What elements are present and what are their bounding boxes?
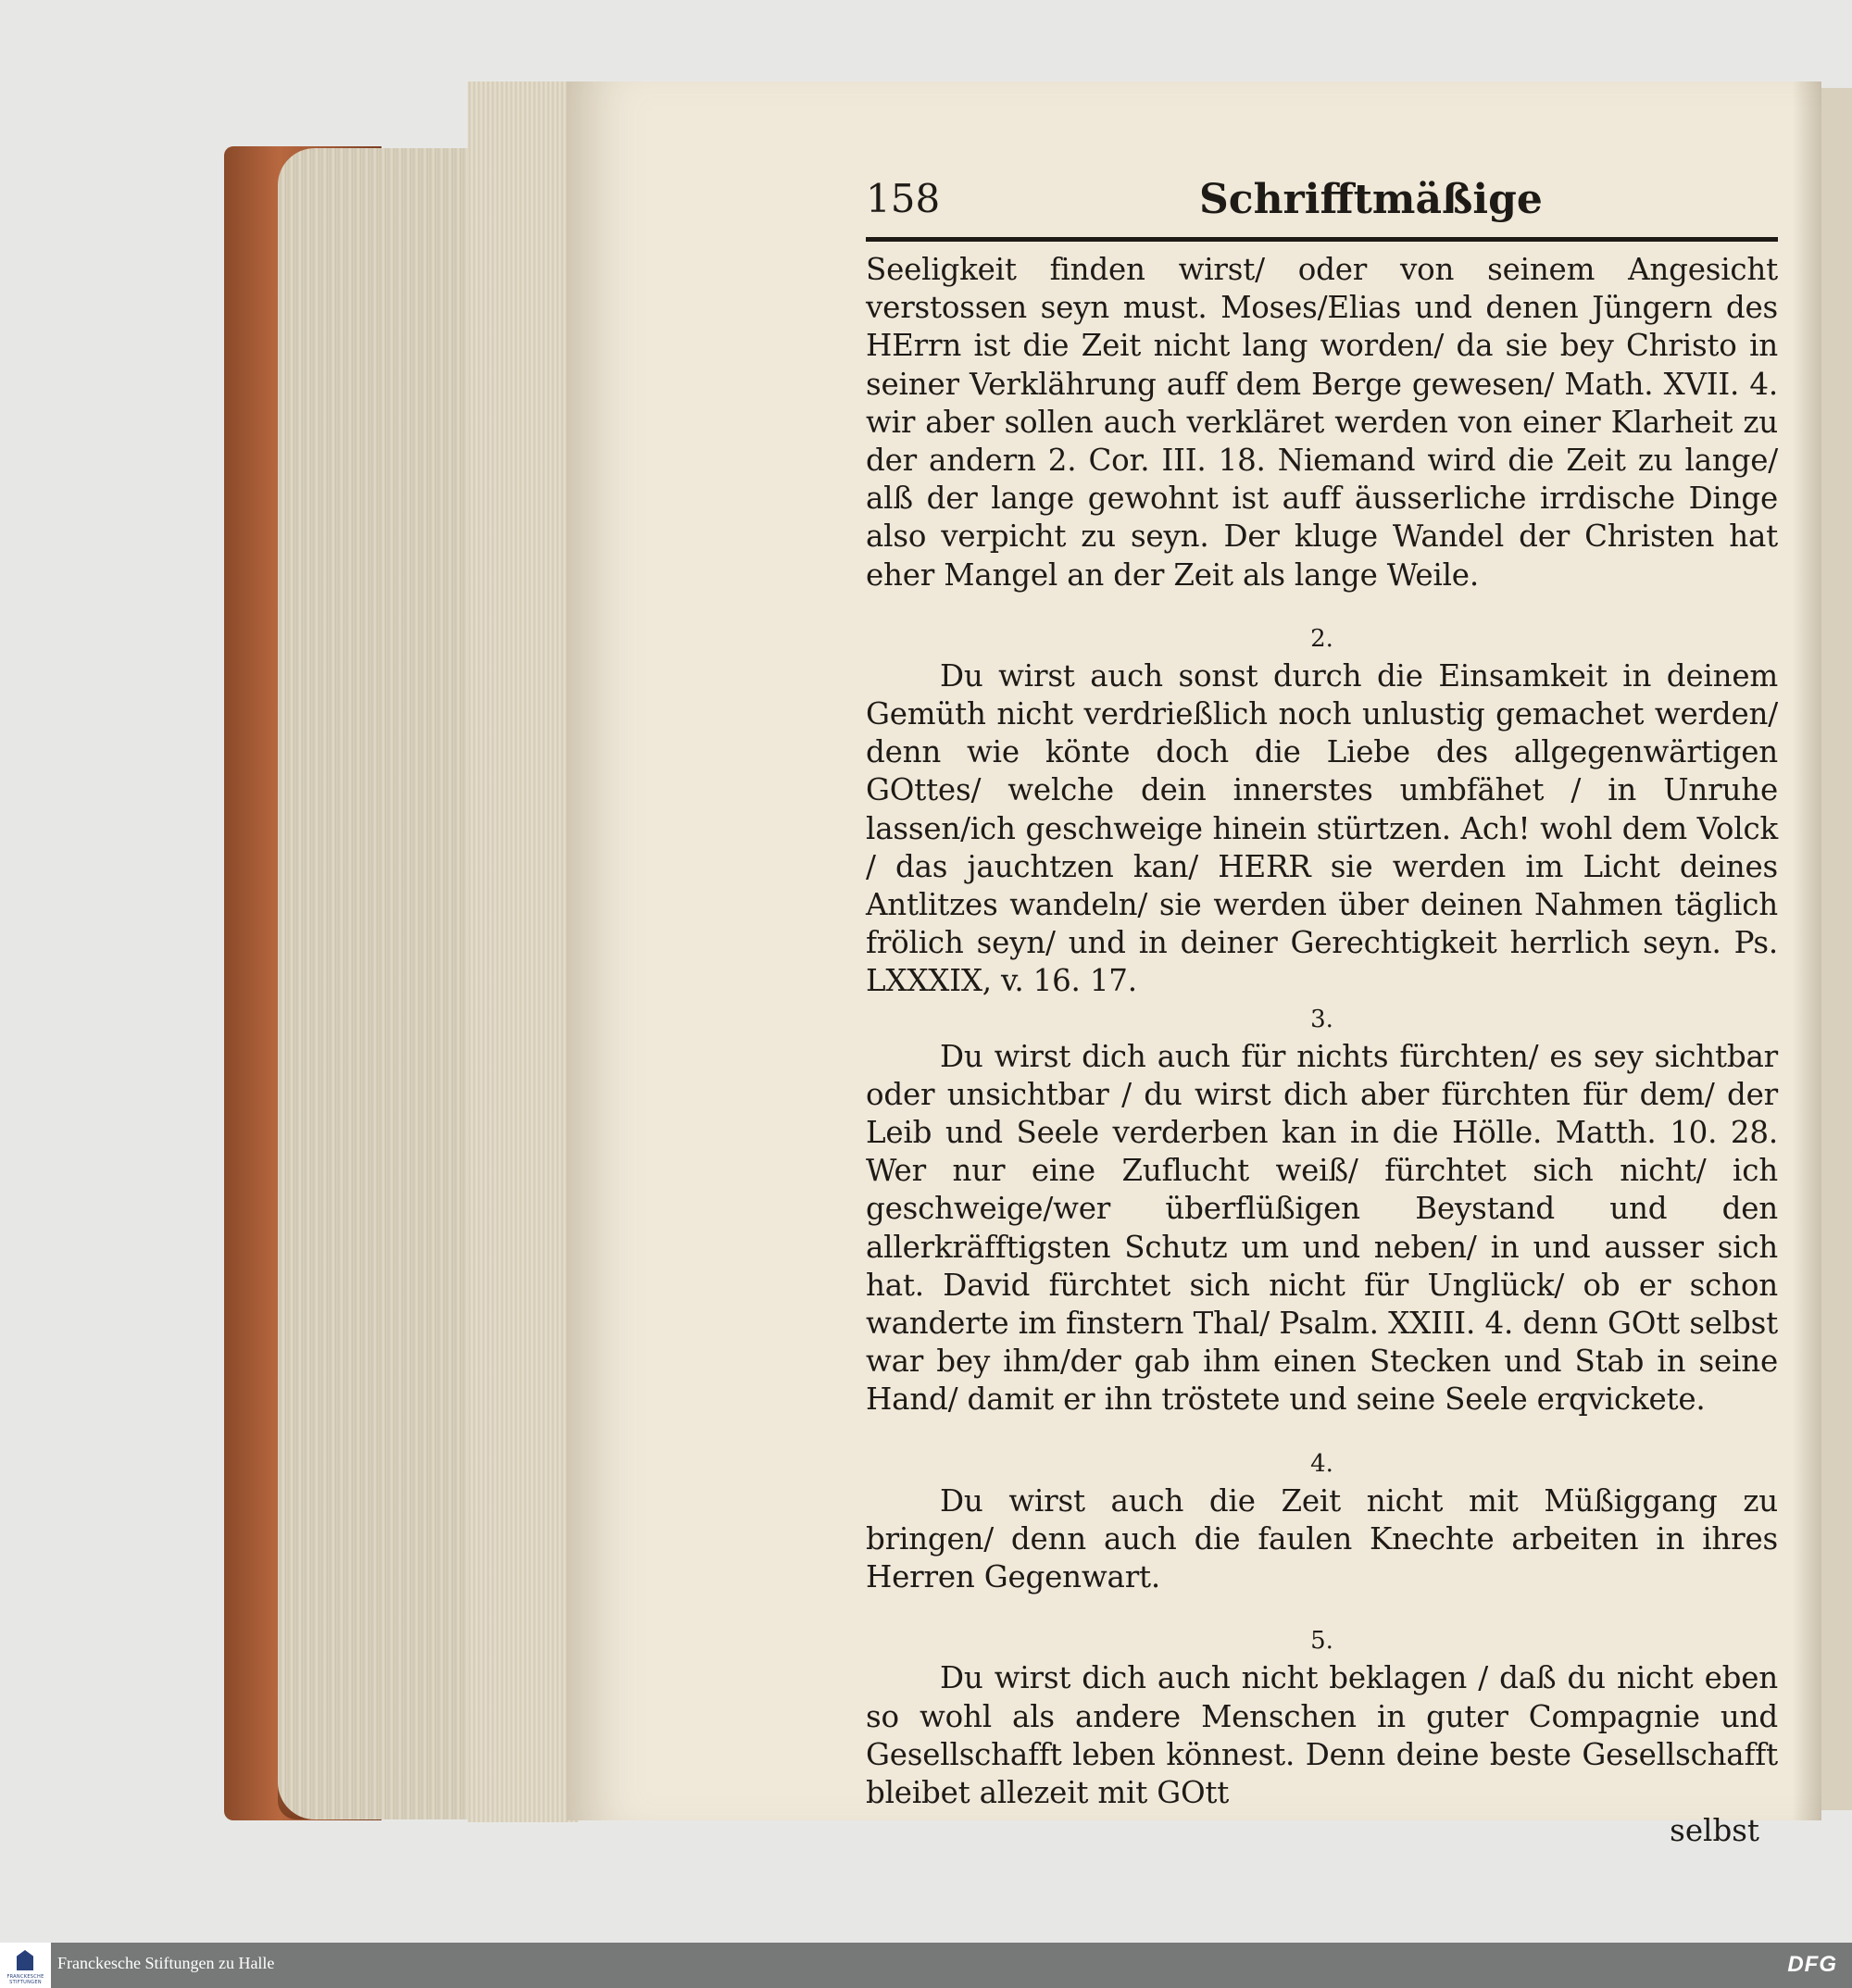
page-number: 158 bbox=[866, 176, 941, 221]
paragraph-continuation: Seeligkeit finden wirst/ oder von seinem Angesicht verstossen seyn must. Moses/Elias und denen Jüngern des HErrn ist die Zeit nicht lang worden/ da sie bey Christo in seiner Verklährung auff dem Berge gewesen/ Math. XVII. 4. wir aber sollen auch verkläret werden von einer Klarheit zu der andern 2. Cor. III. 18. Niemand wird die Zeit zu lange/ alß der lange gewohnt ist auff äusserliche irrdische Dinge also verpicht zu seyn. Der kluge Wandel der Christen hat eher Mangel an der Zeit als lange Weile. bbox=[866, 252, 1778, 593]
header-rule bbox=[866, 237, 1778, 242]
viewer-footer bbox=[0, 1943, 1852, 1988]
page-header bbox=[866, 176, 1778, 231]
institution-logo[interactable] bbox=[0, 1943, 51, 1988]
logo-caption: FRANCKESCHE STIFTUNGEN bbox=[6, 1974, 44, 1985]
section-text: Du wirst auch sonst durch die Einsamkeit in deinem Gemüth nicht verdrießlich noch unlustig gemachet werden/ denn wie könte doch die Liebe des allgegenwärtigen GOttes/ welche dein innerstes umbfähet / in Unruhe lassen/ich geschweige hinein stürtzen. Ach! wohl dem Volck / das jauchtzen kan/ HERR sie werden im Licht deines Antlitzes wandeln/ sie werden über deinen Nahmen täglich frölich seyn/ und in deiner Gerechtigkeit herrlich seyn. Ps. LXXXIX, v. 16. 17. bbox=[866, 657, 1778, 999]
section-number: 2. bbox=[1310, 624, 1333, 653]
section-text: Du wirst auch die Zeit nicht mit Müßiggang zu bringen/ denn auch die faulen Knechte arbeiten in ihres Herren Gegenwart. bbox=[866, 1482, 1778, 1595]
gutter-shadow bbox=[1792, 81, 1821, 1820]
facing-page-edge bbox=[1821, 88, 1852, 1810]
dfg-logo[interactable]: DFG bbox=[1787, 1952, 1837, 1977]
building-icon bbox=[17, 1950, 33, 1970]
section-gap bbox=[866, 594, 1778, 620]
institution-name[interactable]: Franckesche Stiftungen zu Halle bbox=[57, 1954, 275, 1972]
section-number: 4. bbox=[1310, 1449, 1333, 1478]
section-gap bbox=[866, 1596, 1778, 1622]
section-text: Du wirst dich auch für nichts fürchten/ es sey sichtbar oder unsichtbar / du wirst dich aber fürchten für dem/ der Leib und Seele verderben kan in die Hölle. Matth. 10. 28. Wer nur eine Zuflucht weiß/ fürchtet sich nicht/ ich geschweige/wer überflüßigen Beystand und den allerkräfftigsten Schutz um und neben/ in und ausser sich hat. David fürchtet sich nicht für Unglück/ ob er schon wanderte im finstern Thal/ Psalm. XXIII. 4. denn GOtt selbst war bey ihm/der gab ihm einen Stecken und Stab in seine Hand/ damit er ihn tröstete und seine Seele erqvickete. bbox=[866, 1038, 1778, 1418]
section-number: 3. bbox=[1310, 1005, 1333, 1033]
section-number: 5. bbox=[1310, 1627, 1333, 1656]
catchword: selbst bbox=[1670, 1813, 1759, 1849]
running-head: Schrifftmäßige bbox=[1199, 176, 1543, 223]
section-gap bbox=[866, 1419, 1778, 1445]
section-text: Du wirst dich auch nicht beklagen / daß du nicht eben so wohl als andere Menschen in guter Compagnie und Gesellschafft leben könnest. Denn deine beste Gesellschafft bleibet allezeit mit GOtt bbox=[866, 1660, 1778, 1810]
page-stack-edge bbox=[468, 81, 579, 1822]
page-text bbox=[866, 176, 1778, 1850]
